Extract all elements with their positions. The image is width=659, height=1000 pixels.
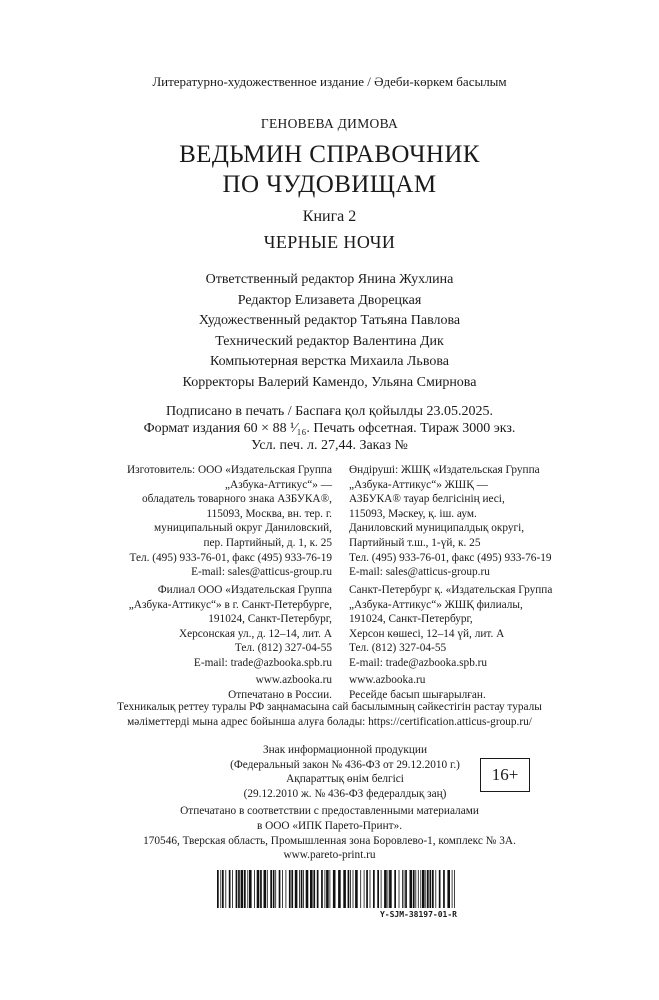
barcode-bar xyxy=(264,870,267,908)
branch-ru-line: E-mail: trade@azbooka.spb.ru xyxy=(193,656,332,669)
barcode-bar xyxy=(289,870,291,908)
manufacturer-kz xyxy=(349,463,579,580)
site-ru xyxy=(116,673,332,702)
barcode-bar xyxy=(384,870,387,908)
barcode-bar xyxy=(222,870,224,908)
manufacturer-ru-line: пер. Партийный, д. 1, к. 25 xyxy=(203,536,332,549)
barcode-bar xyxy=(301,870,303,908)
manufacturer-kz-line: Даниловский муниципалдық округі, xyxy=(349,522,525,535)
branch-ru xyxy=(116,583,332,671)
credit-line: Корректоры Валерий Камендо, Ульяна Смирнова xyxy=(182,374,477,390)
manufacturer-ru-line: муниципальный округ Даниловский, xyxy=(154,522,332,535)
barcode-bar xyxy=(303,870,304,908)
printer-website[interactable]: www.pareto-print.ru xyxy=(283,849,376,862)
manufacturer-ru-line: E-mail: sales@atticus-group.ru xyxy=(191,566,332,579)
barcode-bar xyxy=(247,870,248,908)
barcode xyxy=(215,870,457,908)
barcode-bar xyxy=(413,870,415,908)
barcode-bar xyxy=(454,870,455,908)
barcode-bar xyxy=(260,870,262,908)
printer-line: Отпечатано в соответствии с предоставленными материалами xyxy=(180,805,479,817)
branch-kz-line: Санкт-Петербург қ. «Издательская Группа xyxy=(349,584,553,596)
credit-line: Художественный редактор Татьяна Павлова xyxy=(198,313,461,328)
branch-ru-line: 191024, Санкт-Петербург, xyxy=(208,613,332,626)
print-info-line: Подписано в печать / Баспаға қол қойылды 23.05.2025. xyxy=(165,404,494,419)
barcode-bar xyxy=(321,870,323,908)
barcode-bar xyxy=(435,870,436,908)
site-kz xyxy=(349,673,579,702)
barcode-bar xyxy=(225,870,226,908)
branch-kz-line: Тел. (812) 327-04-55 xyxy=(349,642,447,655)
barcode-bar xyxy=(238,870,240,908)
barcode-bar xyxy=(267,870,268,908)
barcode-bar xyxy=(317,870,319,908)
barcode-bar xyxy=(249,870,252,908)
age-rating-badge: 16+ xyxy=(480,758,530,792)
book-number: Книга 2 xyxy=(302,208,357,225)
barcode-bar xyxy=(422,870,425,908)
barcode-bar xyxy=(355,870,358,908)
branch-kz-line: E-mail: trade@azbooka.spb.ru xyxy=(349,656,488,669)
barcode-bar xyxy=(291,870,293,908)
barcode-bar xyxy=(443,870,445,908)
barcode-bar xyxy=(286,870,287,908)
barcode-bar xyxy=(389,870,392,908)
manufacturer-kz-line: E-mail: sales@atticus-group.ru xyxy=(349,566,490,579)
barcode-bar xyxy=(366,870,368,908)
author-name: ГЕНОВЕВА ДИМОВА xyxy=(260,116,399,131)
barcode-bar xyxy=(220,870,221,908)
barcode-bar xyxy=(325,870,326,908)
tech-regulation-line: Техникалық реттеу туралы РФ заңнамасына сай басылымның сәйкестігін растау туралы xyxy=(117,701,542,713)
printed-in-ru: Отпечатано в России. xyxy=(228,688,332,701)
manufacturer-ru-line: 115093, Москва, вн. тер. г. xyxy=(206,507,332,520)
barcode-bar xyxy=(282,870,283,908)
barcode-bar xyxy=(427,870,429,908)
barcode-bar xyxy=(310,870,313,908)
branch-kz-line: „Азбука-Аттикус“» ЖШҚ филиалы, xyxy=(349,598,523,611)
barcode-bar xyxy=(273,870,275,908)
barcode-bar xyxy=(394,870,396,908)
barcode-bar xyxy=(418,870,419,908)
barcode-bar xyxy=(410,870,413,908)
manufacturer-kz-line: Партийный т.ш., 1-үй, к. 25 xyxy=(349,536,481,549)
print-info xyxy=(0,403,659,454)
barcode-bar xyxy=(244,870,246,908)
barcode-bar xyxy=(432,870,434,908)
credit-line: Редактор Елизавета Дворецкая xyxy=(237,292,422,308)
printer-line: в ООО «ИПК Парето-Принт». xyxy=(256,819,403,832)
barcode-bar xyxy=(254,870,255,908)
barcode-bar xyxy=(439,870,441,908)
printed-in-kz: Ресейде басып шығарылған. xyxy=(349,688,486,701)
barcode-bar xyxy=(388,870,389,908)
barcode-bar xyxy=(360,870,361,908)
barcode-bar xyxy=(313,870,315,908)
barcode-bar xyxy=(348,870,350,908)
branch-ru-line: Тел. (812) 327-04-55 xyxy=(234,642,332,655)
barcode-bar xyxy=(241,870,244,908)
info-sign-line: (29.12.2010 ж. № 436-ФЗ федералдық заң) xyxy=(243,787,447,800)
barcode-bar xyxy=(381,870,382,908)
credit-line: Технический редактор Валентина Дик xyxy=(215,333,444,349)
barcode-bar xyxy=(353,870,354,908)
manufacturer-ru-line: Изготовитель: ООО «Издательская Группа xyxy=(126,464,332,476)
manufacturer-kz-line: „Азбука-Аттикус“» ЖШҚ — xyxy=(349,478,488,491)
manufacturer-kz-line: АЗБУКА® тауар белгісінің иесі, xyxy=(349,493,505,506)
barcode-bar xyxy=(370,870,371,908)
book-subtitle: ЧЕРНЫЕ НОЧИ xyxy=(263,232,396,252)
barcode-bar xyxy=(350,870,351,908)
credit-line: Компьютерная верстка Михаила Львова xyxy=(210,354,449,369)
book-title xyxy=(0,140,659,200)
printer-info xyxy=(0,804,659,863)
credit-line: Ответственный редактор Янина Жухлина xyxy=(205,272,454,287)
barcode-bar xyxy=(217,870,219,908)
barcode-bar xyxy=(399,870,400,908)
barcode-bar xyxy=(295,870,298,908)
barcode-bar xyxy=(373,870,375,908)
barcode-bar xyxy=(420,870,421,908)
tech-regulation-line: мәліметтерді мына адрес бойынша алуға болады: https://certification.atticus-group.ru/ xyxy=(127,715,532,728)
barcode-bar xyxy=(236,870,238,908)
printer-line: 170546, Тверская область, Промышленная зона Боровлево-1, комплекс № 3А. xyxy=(143,834,516,847)
edition-type: Литературно-художественное издание / Әдеби-көркем басылым xyxy=(152,74,507,89)
manufacturer-kz-line: Тел. (495) 933-76-01, факс (495) 933-76-19 xyxy=(349,551,552,564)
branch-kz-line: 191024, Санкт-Петербург, xyxy=(349,613,473,626)
barcode-bar xyxy=(447,870,450,908)
branch-ru-line: „Азбука-Аттикус“» в г. Санкт-Петербурге, xyxy=(128,598,332,611)
info-product-sign xyxy=(225,743,465,801)
manufacturer-ru-line: обладатель товарного знака АЗБУКА®, xyxy=(141,493,332,506)
manufacturer-kz-line: 115093, Мәскеу, қ. іш. аум. xyxy=(349,507,477,520)
barcode-bar xyxy=(364,870,365,908)
info-sign-line: Ақпараттық өнім белгісі xyxy=(286,773,404,786)
info-sign-line: (Федеральный закон № 436-ФЗ от 29.12.2010 г.) xyxy=(230,758,460,771)
website-link[interactable]: www.azbooka.ru xyxy=(255,674,332,686)
barcode-bar xyxy=(430,870,432,908)
manufacturer-ru-line: „Азбука-Аттикус“» — xyxy=(225,478,332,491)
barcode-bar xyxy=(425,870,426,908)
barcode-bar xyxy=(279,870,281,908)
manufacturer-kz-line: Өндіруші: ЖШҚ «Издательская Группа xyxy=(349,464,540,476)
barcode-bar xyxy=(377,870,379,908)
branch-kz-line: Херсон көшесі, 12–14 үй, лит. А xyxy=(349,627,505,640)
barcode-bar xyxy=(452,870,453,908)
barcode-bar xyxy=(299,870,300,908)
barcode-bar xyxy=(338,870,341,908)
branch-ru-line: Филиал ООО «Издательская Группа xyxy=(157,584,332,596)
barcode-bar xyxy=(229,870,231,908)
barcode-bar xyxy=(405,870,407,908)
book-title-line-1: ВЕДЬМИН СПРАВОЧНИК xyxy=(179,141,480,168)
branch-kz xyxy=(349,583,579,671)
barcode-bar xyxy=(270,870,272,908)
manufacturer-ru xyxy=(116,463,332,580)
credits-list xyxy=(0,270,659,393)
barcode-bar xyxy=(257,870,260,908)
barcode-bar xyxy=(232,870,233,908)
print-info-line: Формат издания 60 × 88 ¹⁄₁₆. Печать офсетная. Тираж 3000 экз. xyxy=(143,421,516,436)
barcode-bar xyxy=(333,870,336,908)
barcode-bar xyxy=(326,870,329,908)
branch-ru-line: Херсонская ул., д. 12–14, лит. А xyxy=(178,627,332,640)
manufacturer-ru-line: Тел. (495) 933-76-01, факс (495) 933-76-19 xyxy=(129,551,332,564)
barcode-bar xyxy=(415,870,416,908)
info-sign-line: Знак информационной продукции xyxy=(262,744,428,756)
book-title-line-2: ПО ЧУДОВИЩАМ xyxy=(222,171,437,198)
barcode-bar xyxy=(402,870,403,908)
barcode-bar xyxy=(275,870,276,908)
website-link[interactable]: www.azbooka.ru xyxy=(349,674,426,686)
tech-regulation-note xyxy=(0,700,659,729)
barcode-bar xyxy=(343,870,346,908)
barcode-bar xyxy=(306,870,309,908)
barcode-code: Y-SJM-38197-01-R xyxy=(379,910,457,919)
barcode-bar xyxy=(330,870,331,908)
barcode-bar xyxy=(404,870,405,908)
print-info-line: Усл. печ. л. 27,44. Заказ № xyxy=(251,438,408,453)
